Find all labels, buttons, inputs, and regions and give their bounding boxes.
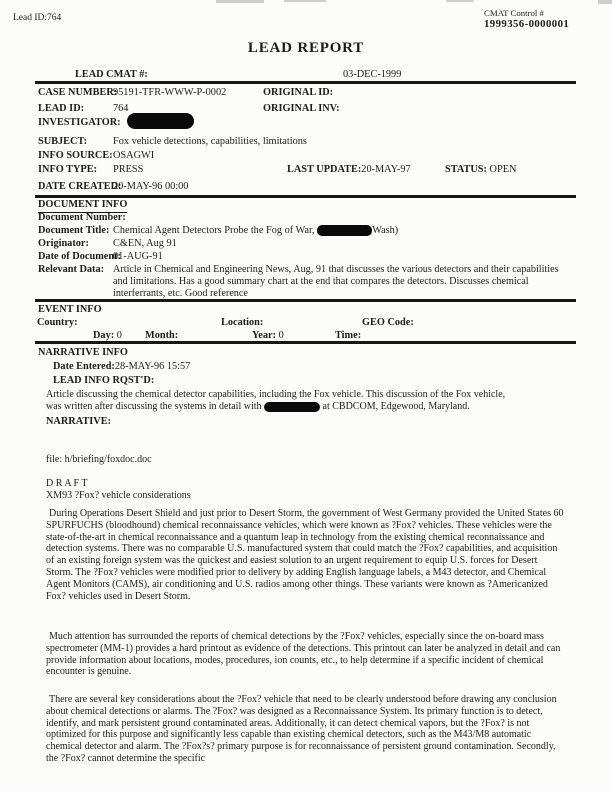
document-info-section-title: DOCUMENT INFO [38,199,127,213]
request-summary-line1: Article discussing the chemical detector capabilities, including the Fox vehicle. This discussion of the Fox vehicle, [46,389,506,400]
section-rule [35,341,576,344]
lead-id-value: 764 [113,103,129,114]
time-label: Time: [335,330,362,341]
scan-artifact [598,0,612,4]
document-title-redaction-bar [317,225,372,236]
info-type-value: PRESS [113,164,144,175]
narrative-paragraph-1: During Operations Desert Shield and just prior to Desert Storm, the government of West Germany provided the United States 60 SPURFUCHS (bloodhound) chemical reconnaissance vehicles, which were known as ?Fox? vehicles. These vehicles were the state-of-the-art in chemical reconnaissance and a quantum leap in technology from the existing chemical reconnaissance and detection systems. There was no comparable U.S. manufactured system that could match the ?Fox? capabilities, and acquisition of an existing foreign system was the quickest and easiest solution to an urgent requirement to equip U.S. forces for Desert Storm. The ?Fox? vehicles were modified prior to delivery by adding English language labels, a M43 detector, and Chemical Agent Monitors (CAMS), air conditioning and U.S. radios among other things. These variants were known as ?Americanized Fox? vehicles used in Desert Storm. [46,508,564,602]
scan-artifact [216,0,264,3]
draft-subject: XM93 ?Fox? vehicle considerations [46,490,191,501]
scan-artifact [446,0,474,2]
date-entered-field [53,361,190,373]
status-field [445,164,516,176]
last-update-field [287,164,411,176]
request-line2-text: was written after discussing the systems in detail with [46,401,262,412]
last-update-value: 20-MAY-97 [361,164,411,175]
document-title-text: Chemical Agent Detectors Probe the Fog of War, [113,225,315,236]
date-of-document-label: Date of Document: [38,251,121,262]
subject-value: Fox vehicle detections, capabilities, limitations [113,136,307,147]
originator-label: Originator: [38,238,89,249]
date-entered-label: Date Entered: [53,361,115,372]
date-entered-value: 28-MAY-96 15:57 [114,361,191,372]
year-value: 0 [278,330,284,341]
originator-value: C&EN, Aug 91 [113,238,177,249]
request-summary-line2 [46,401,470,413]
relevant-data-label: Relevant Data: [38,264,105,275]
date-created-value: 20-MAY-96 00:00 [113,181,189,192]
location-label: Location: [221,317,264,328]
day-label: Day: [93,330,115,341]
cmat-control-number: 1999356-0000001 [484,18,570,30]
original-id-label: ORIGINAL ID: [263,87,334,98]
geo-code-label: GEO Code: [362,317,414,328]
investigator-label: INVESTIGATOR: [38,117,121,128]
document-title-label: Document Title: [38,225,110,236]
narrative-info-section-title: NARRATIVE INFO [38,347,128,358]
lead-id-label: LEAD ID: [38,103,85,114]
info-type-label: INFO TYPE: [38,164,98,175]
status-label: STATUS: [445,164,487,175]
last-update-label: LAST UPDATE: [287,164,362,175]
subject-label: SUBJECT: [38,136,88,147]
narrative-paragraph-2: Much attention has surrounded the reports of chemical detections by the ?Fox? vehicles, especially since the on-board mass spectrometer (MM-1) provides a hard printout as evidence of the detections. This printout can later be analyzed in detail and can provide information about locations, modes, procedures, ion counts, etc., to help determine if a specific incident of chemical encounter is genuine. [46,631,561,678]
lead-info-rqstd-label: LEAD INFO RQST'D: [53,375,155,386]
year-label: Year: [252,330,277,341]
section-rule [35,299,576,302]
case-number-value: 95191-TFR-WWW-P-0002 [113,87,227,98]
document-title-suffix: Wash) [372,225,399,236]
scan-artifact [284,0,326,2]
report-date: 03-DEC-1999 [343,69,402,80]
document-number-label: Document Number: [38,212,126,223]
info-source-value: OSAGWI [113,150,155,161]
info-source-label: INFO SOURCE: [38,150,113,161]
narrative-redaction-bar [264,402,320,412]
relevant-data-value: Article in Chemical and Engineering News, Aug, 91 that discusses the various detectors and their capabilities and limitations. Has a good summary chart at the end that compares the detectors. Discusses chemical interferrants, etc. Good reference [113,264,559,300]
country-label: Country: [37,317,78,328]
document-title-value [113,225,398,237]
cmat-control-label: CMAT Control # [484,8,544,18]
lead-id-corner: Lead ID:764 [13,13,62,23]
case-number-label: CASE NUMBER: [38,87,118,98]
date-created-label: DATE CREATED: [38,181,122,192]
page-title: LEAD REPORT [247,40,365,56]
request-line2-text-after: at CBDCOM, Edgewood, Maryland. [322,401,470,412]
day-value: 0 [116,330,122,341]
section-rule [35,195,576,198]
draft-heading: D R A F T [46,478,88,489]
lead-cmat-label: LEAD CMAT #: [75,69,148,80]
month-label: Month: [145,330,179,341]
narrative-label: NARRATIVE: [46,416,112,427]
event-info-section-title: EVENT INFO [38,304,102,315]
status-value: OPEN [489,164,517,175]
date-of-document-value: 01-AUG-91 [113,251,163,262]
section-rule [35,81,576,84]
narrative-paragraph-3: There are several key considerations about the ?Fox? vehicle that need to be clearly understood before drawing any conclusion about chemical detections or alarms. The ?Fox? was designed as a Reconnaissance System. Its primary function is to detect, identify, and mark persistent ground contaminated areas. Additionally, it can detect chemical vapors, but the ?Fox? is not optimized for this purpose and significantly less capable than existing chemical detectors, such as the M43/M8 automatic chemical detector and alarm. The ?Fox?s? primary purpose is for reconnaissance of persistent ground contamination. Secondly, the ?Fox? cannot determine the specific [46,694,557,764]
investigator-redaction-bar [127,113,194,129]
original-inv-label: ORIGINAL INV: [263,103,340,114]
file-reference: file: h/briefing/foxdoc.doc [46,454,152,465]
